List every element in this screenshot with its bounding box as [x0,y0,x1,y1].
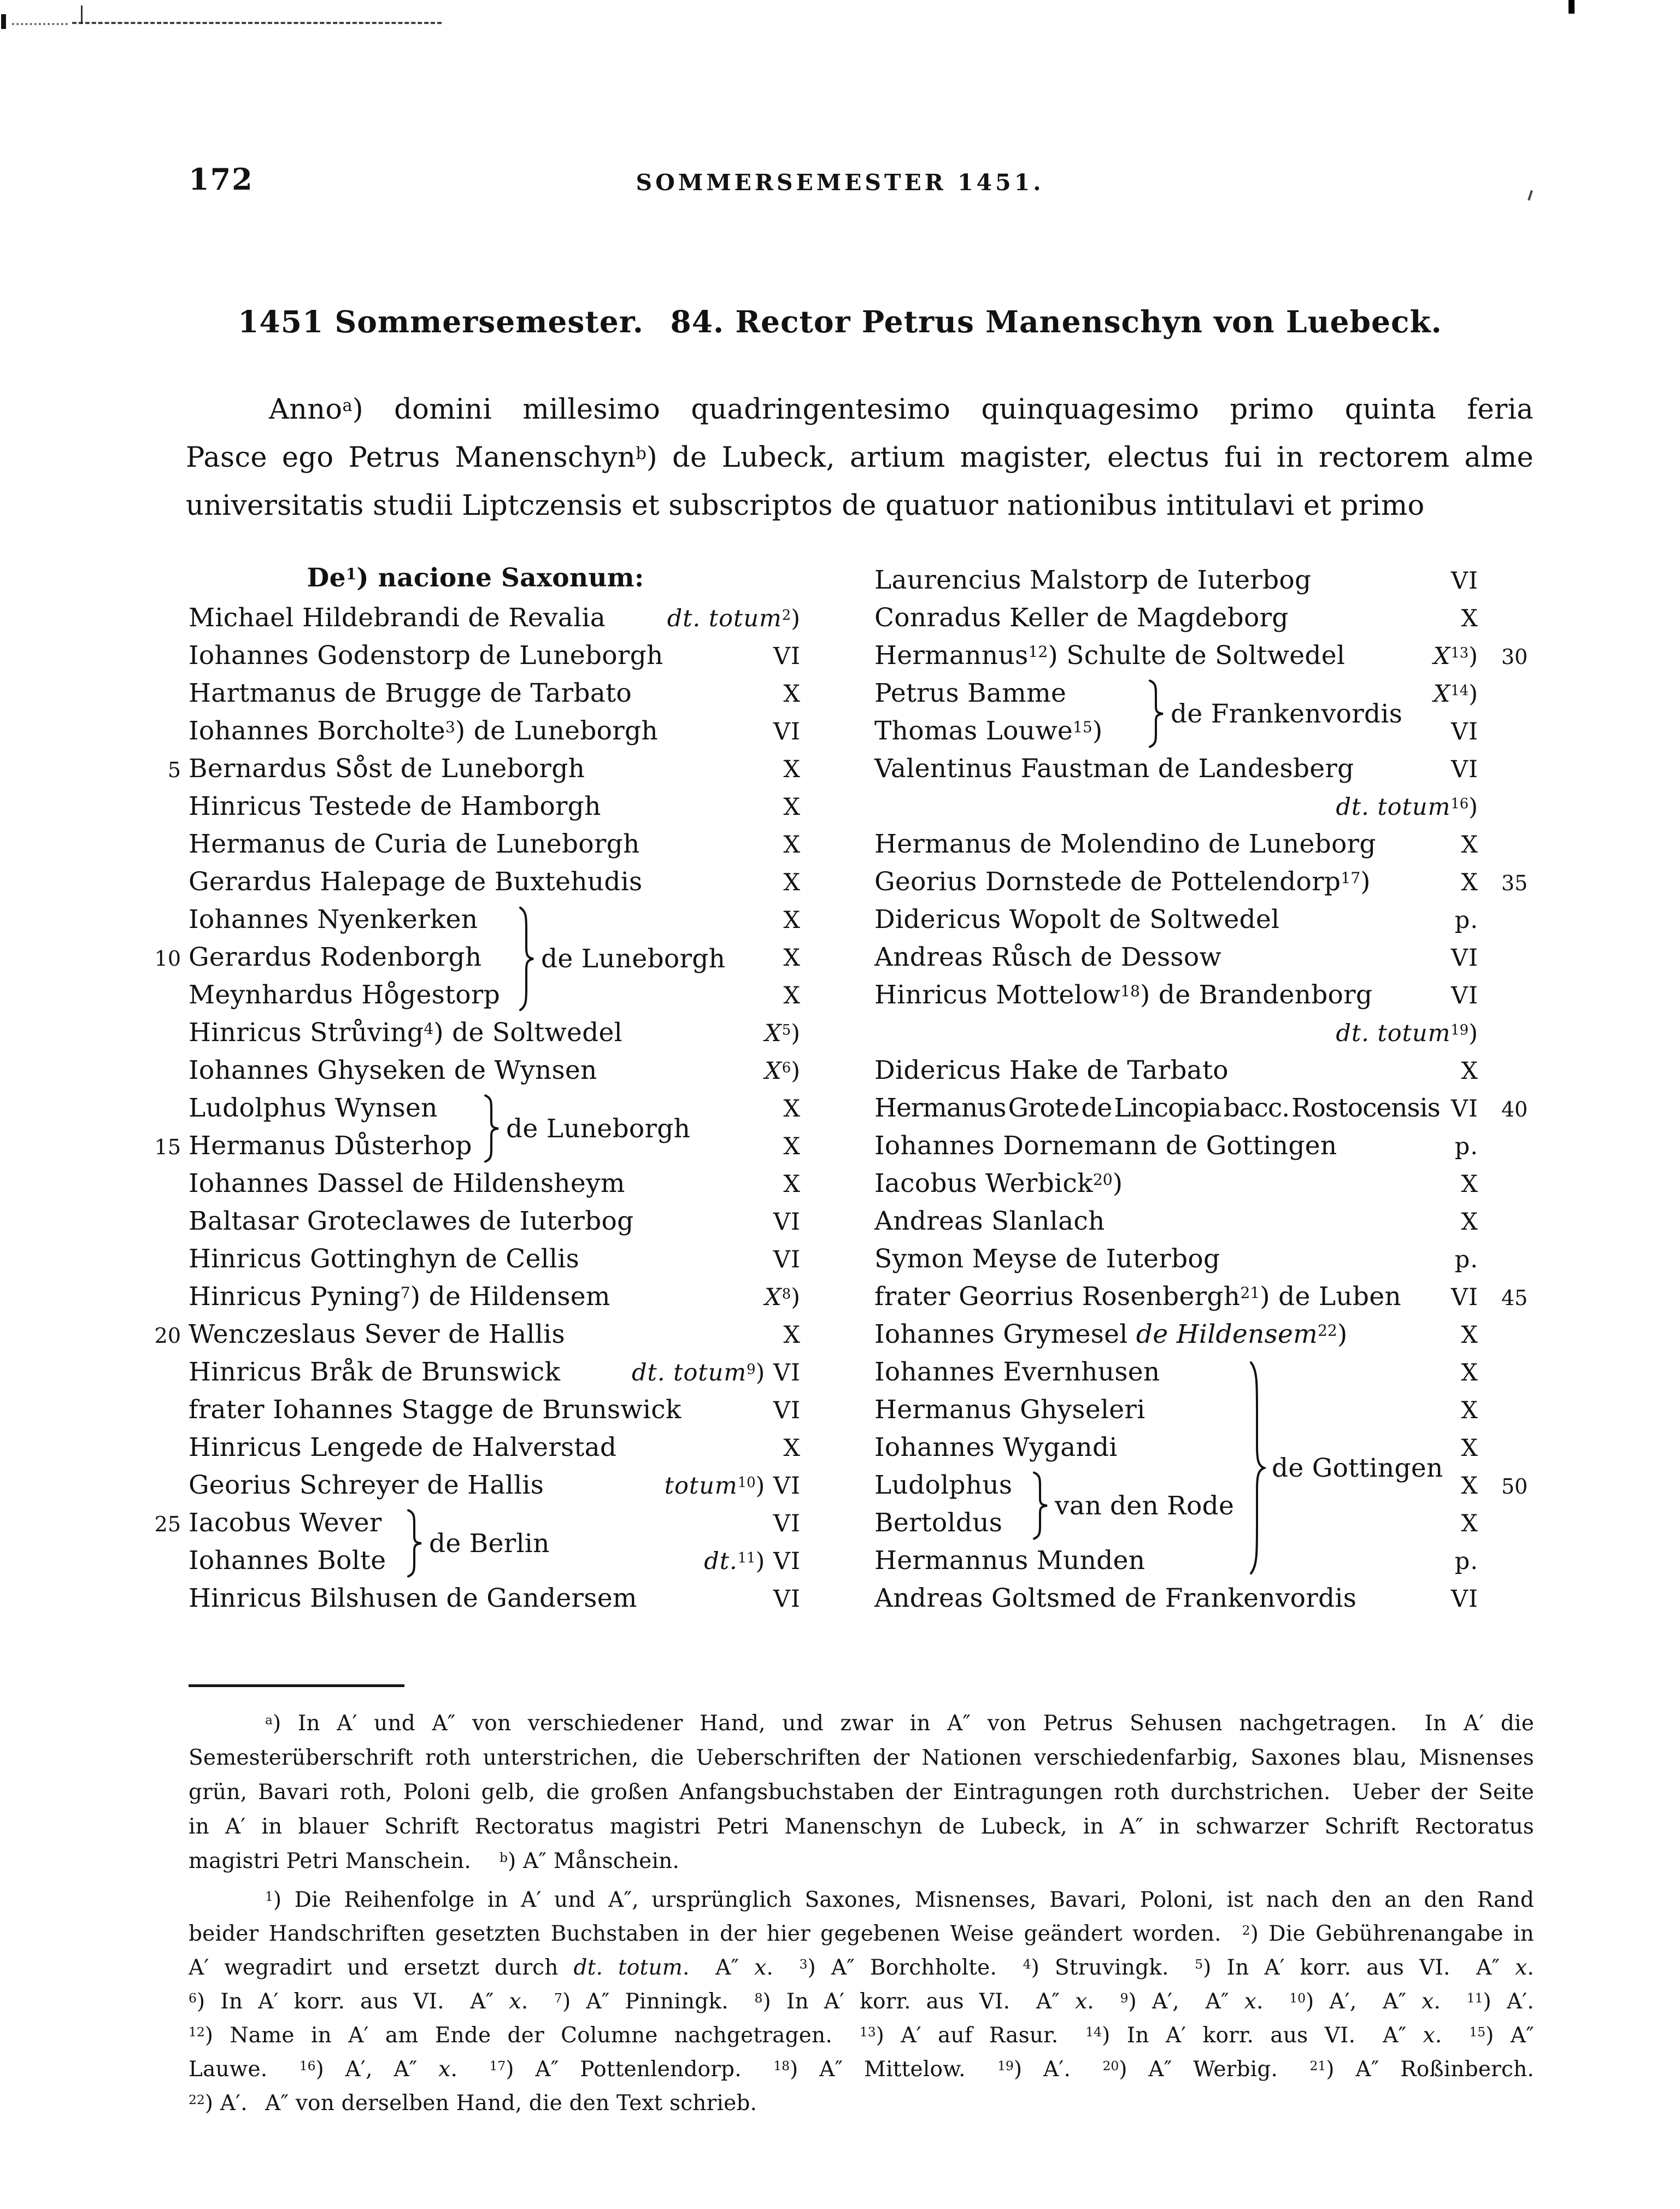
student-name: Didericus Hake de Tarbato [874,1055,1229,1085]
fee-mark: p. [1454,1133,1478,1160]
student-name: frater Iohannes Stagge de Brunswick [189,1395,682,1425]
student-name: Hermannus$^{12}$) Schulte de Soltwedel [874,641,1346,671]
register-row [874,1204,1478,1242]
fee-mark: VI [773,1585,801,1613]
margin-line-number: 10 [154,947,181,971]
register-row [189,1166,801,1204]
fee-mark: X [1461,1510,1478,1537]
student-name: Hermanus de Molendino de Luneborg [874,829,1376,859]
student-name: Gerardus Halepage de Buxtehudis [189,867,643,897]
section-title: 1451 Sommersemester. 84. Rector Petrus Manenschyn von Luebeck. [238,304,1442,339]
student-name: Hinricus Lengede de Halverstad [189,1432,617,1462]
fee-mark: X [783,944,801,972]
margin-line-number: 15 [154,1135,181,1159]
register-row [874,563,1478,601]
student-name: Wenczeslaus Sever de Hallis [189,1319,565,1349]
fee-mark: VI [1450,982,1478,1009]
fee-mark: dt. totum$^9$) VI [632,1359,801,1386]
footnote-line: in A′ in blauer Schrift Rectoratus magistri Petri Manenschyn de Lubeck, in A″ in schwarzer Schrift Rectoratus [189,1814,1534,1839]
fee-mark: VI [1450,944,1478,972]
fee-mark: X [783,907,801,934]
register-row [874,1015,1478,1053]
group-label: de Luneborgh [541,944,726,974]
fee-mark: X [1461,1435,1478,1462]
fee-mark: X [783,1171,801,1198]
register-row [189,1015,801,1053]
register-row [189,789,801,827]
register-row [189,1468,801,1506]
intro-paragraph [186,386,1534,530]
group-brace [482,1094,501,1163]
register-row [874,1091,1528,1129]
group-label: de Gottingen [1272,1453,1443,1483]
fee-mark: X [783,756,801,783]
margin-line-number: 40 [1501,1097,1528,1121]
group-label: de Frankenvordis [1171,698,1403,729]
register-row [189,1581,801,1619]
fee-mark: VI [773,1510,801,1537]
margin-line-number: 25 [154,1512,181,1536]
register-row [874,1129,1478,1166]
student-name: Andreas Slanlach [874,1206,1105,1236]
student-name: Hinricus Testede de Hamborgh [189,791,601,821]
scan-artifact [12,23,68,25]
fee-mark: $X^5$) [765,1020,801,1047]
group-label: van den Rode [1055,1490,1235,1521]
fee-mark: VI [1450,1284,1478,1311]
fee-mark: X [1461,1208,1478,1236]
fee-mark: X [783,1095,801,1123]
fee-mark: VI [1450,1095,1478,1123]
group-brace [1147,679,1165,748]
fee-mark: X [783,869,801,896]
student-name: Iohannes Grymesel de Hildensem$^{22}$) [874,1319,1348,1349]
fee-mark: p. [1454,1548,1478,1575]
student-name: Hinricus Bilshusen de Gandersem [189,1583,637,1613]
fee-mark: X [1461,605,1478,632]
student-name: Andreas Goltsmed de Frankenvordis [874,1583,1357,1613]
fee-mark: dt. totum$^{19}$) [1336,1020,1478,1047]
running-header: SOMMERSEMESTER 1451. [636,169,1044,196]
student-name: Baltasar Groteclawes de Iuterbog [189,1206,634,1236]
fee-mark: X [783,982,801,1009]
register-row [874,978,1478,1015]
fee-mark: X [783,794,801,821]
fee-mark: VI [773,718,801,745]
student-name: Hermanus Grote de Lincopia bacc. Rostocensis [874,1093,1440,1123]
register-row [874,638,1528,676]
student-name: Georius Dornstede de Pottelendorp$^{17}$) [874,867,1371,897]
fee-mark: $X^{13}$) [1433,643,1478,670]
student-name: Iohannes Evernhusen [874,1357,1160,1387]
margin-line-number: 30 [1501,645,1528,669]
fee-mark: VI [773,1246,801,1273]
register-row [874,1166,1478,1204]
student-name: Iohannes Ghyseken de Wynsen [189,1055,597,1085]
group-brace [405,1509,424,1578]
fee-mark: X [783,831,801,859]
register-row [874,1279,1528,1317]
footnote-line: $^{12}$) Name in A′ am Ende der Columne nachgetragen. $^{13}$) A′ auf Rasur. $^{14}$) In A′ korr. aus VI. A″ x. $^{15}$) A″ [189,2023,1534,2048]
student-name: Hinricus Gottinghyn de Cellis [189,1244,580,1274]
student-name: Hermanus de Curia de Luneborgh [189,829,640,859]
student-name: Symon Meyse de Iuterbog [874,1244,1220,1274]
fee-mark: p. [1454,907,1478,934]
register-row [874,1317,1478,1355]
scan-artifact [1,14,6,29]
register-row [189,1430,801,1468]
footnote-line: $^a$) In A′ und A″ von verschiedener Hand, und zwar in A″ von Petrus Sehusen nachgetragen. In A′ die [265,1711,1534,1736]
student-name: Hermanus Důsterhop [189,1131,472,1161]
intro-line: Pasce ego Petrus Manenschyn$^b$) de Lubeck, artium magister, electus fui in rectorem alme [186,442,1534,474]
fee-mark: X [1461,1321,1478,1349]
footnote-line: grün, Bavari roth, Poloni gelb, die großen Anfangsbuchstaben der Eintragungen roth durchstrichen. Ueber der Seite [189,1780,1534,1805]
fee-mark: $X^6$) [765,1058,801,1085]
student-name: Iohannes Bolte [189,1546,386,1576]
register-row [189,1204,801,1242]
student-name: Hermannus Munden [874,1546,1146,1576]
student-name: Conradus Keller de Magdeborg [874,603,1289,633]
scan-artifact [72,22,442,24]
fee-mark: X [783,1435,801,1462]
register-row [874,1581,1478,1619]
fee-mark: X [783,680,801,708]
scan-artifact [81,5,83,24]
register-column-right [874,563,1528,1634]
student-name: Iohannes Dassel de Hildensheym [189,1168,625,1198]
register-row [189,676,801,714]
register-row [874,902,1478,940]
fee-mark: VI [773,643,801,670]
student-name: Hinricus Pyning$^7$) de Hildensem [189,1282,610,1312]
footnote-separator-rule [189,1684,404,1687]
student-name: Gerardus Rodenborgh [189,942,482,972]
page-number: 172 [189,162,254,197]
fee-mark: dt. totum$^2$) [667,605,801,632]
intro-line: universitatis studii Liptczensis et subscriptos de quatuor nationibus intitulavi et primo [186,490,1425,522]
register-row [189,1279,801,1317]
fee-mark: X [1461,1359,1478,1386]
student-name: Georius Schreyer de Hallis [189,1470,544,1500]
register-row [189,1393,801,1430]
fee-mark: VI [773,1208,801,1236]
group-brace [1031,1471,1049,1540]
register-row [874,789,1478,827]
fee-mark: X [1461,1472,1478,1500]
register-row [189,638,801,676]
student-name: Hinricus Mottelow$^{18}$) de Brandenborg [874,980,1373,1010]
register-row [874,601,1478,638]
footnote-line: $^6$) In A′ korr. aus VI. A″ x. $^7$) A″ Pinningk. $^8$) In A′ korr. aus VI. A″ x. $^9$) A′, A″ x. $^{10}$) A′, A″ x. $^{11}$) A′. [189,1989,1534,2014]
margin-line-number: 50 [1501,1474,1528,1499]
fee-mark: $X^{14}$) [1433,680,1478,708]
student-name: Laurencius Malstorp de Iuterbog [874,565,1312,595]
register-row [154,1317,801,1355]
fee-mark: $X^8$) [765,1284,801,1311]
register-row [189,714,801,751]
student-name: Bernardus So̊st de Luneborgh [189,754,585,784]
register-row [189,1242,801,1279]
student-name: Iohannes Godenstorp de Luneborgh [189,641,663,671]
student-name: Iacobus Wever [189,1508,382,1538]
fee-mark: X [783,1321,801,1349]
register-row [874,827,1478,865]
fee-mark: X [1461,869,1478,896]
register-row [874,751,1478,789]
footnote-line: A′ wegradirt und ersetzt durch dt. totum. A″ x. $^3$) A″ Borchholte. $^4$) Struvingk. $^5$) In A′ korr. aus VI. A″ x. [189,1955,1535,1980]
student-name: Ludolphus Wynsen [189,1093,438,1123]
margin-line-number: 35 [1501,871,1528,895]
fee-mark: X [1461,1171,1478,1198]
register-row [189,1355,801,1393]
margin-line-number: 5 [167,758,181,782]
fee-mark: totum$^{10}$) VI [664,1472,801,1500]
scan-artifact [1569,0,1575,14]
fee-mark: VI [1450,1585,1478,1613]
student-name: Iohannes Borcholte$^3$) de Luneborgh [189,716,658,746]
footnote-line: magistri Petri Manschein. $^b$) A″ Månschein. [189,1849,680,1873]
student-name: Iohannes Dornemann de Gottingen [874,1131,1337,1161]
register-row [874,1053,1478,1091]
student-name: Thomas Louwe$^{15}$) [874,716,1103,746]
fee-mark: X [1461,1058,1478,1085]
student-name: Michael Hildebrandi de Revalia [189,603,606,633]
register-row [189,827,801,865]
fee-mark: X [1461,1397,1478,1424]
footnote-number-block [189,1883,1534,2120]
student-name: Bertoldus [874,1508,1003,1538]
register-row [874,865,1528,902]
footnote-line: Semesterüberschrift roth unterstrichen, die Ueberschriften der Nationen verschiedenfarbig, Saxones blau, Misnenses [189,1746,1534,1770]
student-name: Hartmanus de Brugge de Tarbato [189,678,632,708]
register-row [189,601,801,638]
register-row [189,1053,801,1091]
fee-mark: dt. totum$^{16}$) [1336,794,1478,821]
student-name: Ludolphus [874,1470,1013,1500]
register-row [874,940,1478,978]
group-brace [1248,1358,1266,1578]
student-name: Iohannes Wygandi [874,1432,1118,1462]
student-name: Iacobus Werbick$^{20}$) [874,1168,1123,1198]
nation-header [189,563,801,601]
student-name: Andreas Růsch de Dessow [874,942,1221,972]
fee-mark: VI [1450,756,1478,783]
fee-mark: VI [1450,718,1478,745]
student-name: Hermanus Ghyseleri [874,1395,1146,1425]
register-row [167,751,801,789]
student-name: Petrus Bamme [874,678,1067,708]
footnote-letter-block [189,1706,1534,1878]
group-brace [517,906,536,1012]
footnote-line: Lauwe. $^{16}$) A′, A″ x. $^{17}$) A″ Pottenlendorp. $^{18}$) A″ Mittelow. $^{19}$) A′. $^{20}$) A″ Werbig. $^{21}$) A″ Roßinberch. [189,2057,1534,2082]
student-name: Didericus Wopolt de Soltwedel [874,904,1280,935]
footnote-line: beider Handschriften gesetzten Buchstaben in der hier gegebenen Weise geändert worden. $^2$) Die Gebührenangabe in [189,1922,1535,1946]
student-name: Meynhardus Ho̊gestorp [189,980,500,1010]
intro-line: Anno$^a$) domini millesimo quadringentesimo quinquagesimo primo quinta feria [269,393,1534,426]
student-name: Iohannes Nyenkerken [189,904,478,935]
register-row [189,865,801,902]
margin-line-number: 20 [154,1324,181,1348]
fee-mark: X [1461,831,1478,859]
student-name: Hinricus Bråk de Brunswick [189,1357,561,1387]
group-label: de Luneborgh [506,1113,691,1144]
student-name: Hinricus Strůving$^4$) de Soltwedel [189,1018,622,1048]
fee-mark: VI [773,1397,801,1424]
footnote-line: $^1$) Die Reihenfolge in A′ und A″, ursprünglich Saxones, Misnenses, Bavari, Poloni, ist nach den an den Rand [265,1888,1534,1912]
fee-mark: p. [1454,1246,1478,1273]
nation-header-label: De$^1$) nacione Saxonum: [307,563,644,593]
register-column-left [154,563,801,1634]
group-label: de Berlin [429,1528,550,1559]
register-row [874,1242,1478,1279]
footnote-line: $^{22}$) A′. A″ von derselben Hand, die den Text schrieb. [189,2091,757,2116]
fee-mark: X [783,1133,801,1160]
student-name: Valentinus Faustman de Landesberg [874,754,1354,784]
fee-mark: VI [1450,567,1478,595]
student-name: frater Georrius Rosenbergh$^{21}$) de Luben [874,1282,1402,1312]
fee-mark: dt.$^{11}$) VI [704,1548,801,1575]
margin-line-number: 45 [1501,1286,1528,1310]
